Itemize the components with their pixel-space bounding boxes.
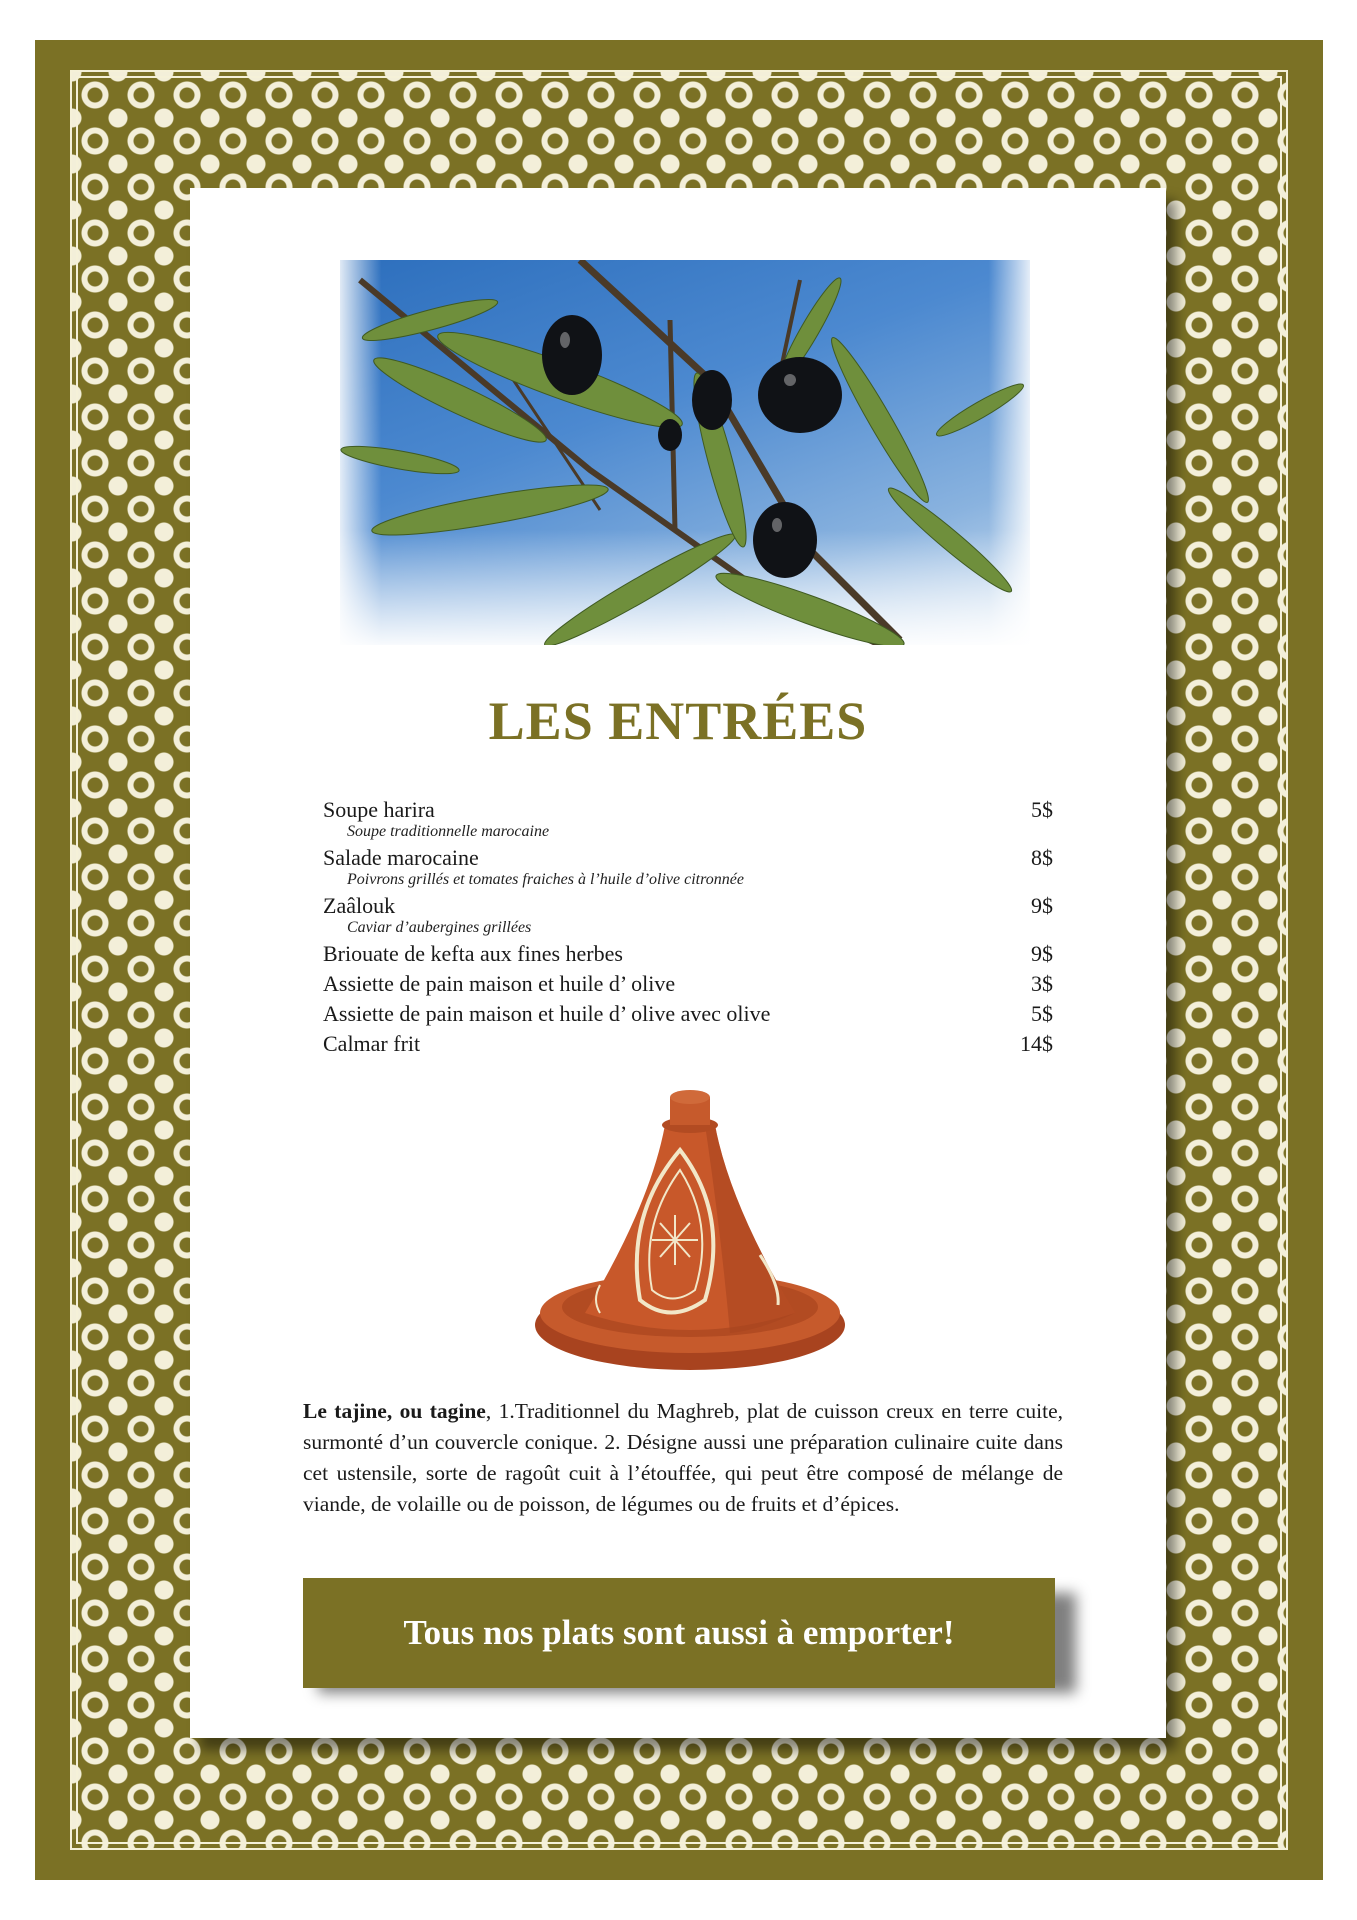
menu-list — [323, 795, 1053, 1059]
olive-branch-photo — [340, 260, 1030, 645]
menu-item — [323, 939, 1053, 969]
menu-item — [323, 969, 1053, 999]
item-price: 5$ — [1031, 797, 1053, 822]
item-price: 5$ — [1031, 1001, 1053, 1026]
tajine-definition — [303, 1396, 1063, 1520]
item-price: 9$ — [1031, 941, 1053, 966]
item-price: 8$ — [1031, 845, 1053, 870]
menu-item — [323, 795, 1053, 843]
item-name: Assiette de pain maison et huile d’ olive avec olive — [323, 1001, 771, 1026]
menu-item — [323, 999, 1053, 1029]
item-name: Assiette de pain maison et huile d’ olive — [323, 971, 676, 996]
menu-item — [323, 843, 1053, 891]
item-name: Briouate de kefta aux fines herbes — [323, 941, 623, 966]
definition-text: , 1.Traditionnel du Maghreb, plat de cuisson creux en terre cuite, surmonté d’un couvercle conique. 2. Désigne aussi une préparation culinaire cuite dans cet ustensile, sorte de ragoût cuit à l’étouffée, qui peut être composé de mélange de viande, de volaille ou de poisson, de légumes ou de fruits et d’épices. — [303, 1399, 1063, 1516]
item-name: Salade marocaine — [323, 845, 479, 870]
section-title: LES ENTRÉES — [488, 691, 868, 751]
item-description: Poivrons grillés et tomates fraiches à l’huile d’olive citronnée — [347, 871, 744, 888]
item-price: 3$ — [1031, 971, 1053, 996]
definition-term: Le tajine, ou tagine — [303, 1399, 486, 1423]
takeout-banner — [303, 1578, 1055, 1688]
item-name: Zaâlouk — [323, 893, 396, 918]
menu-item — [323, 891, 1053, 939]
banner-text: Tous nos plats sont aussi à emporter! — [403, 1613, 955, 1652]
item-name: Calmar frit — [323, 1031, 421, 1056]
tajine-pot-photo — [530, 1085, 850, 1380]
item-price: 14$ — [1020, 1031, 1053, 1056]
menu-item — [323, 1029, 1053, 1059]
item-price: 9$ — [1031, 893, 1053, 918]
item-name: Soupe harira — [323, 797, 435, 822]
item-description: Caviar d’aubergines grillées — [347, 919, 532, 936]
item-description: Soupe traditionnelle marocaine — [347, 823, 550, 840]
